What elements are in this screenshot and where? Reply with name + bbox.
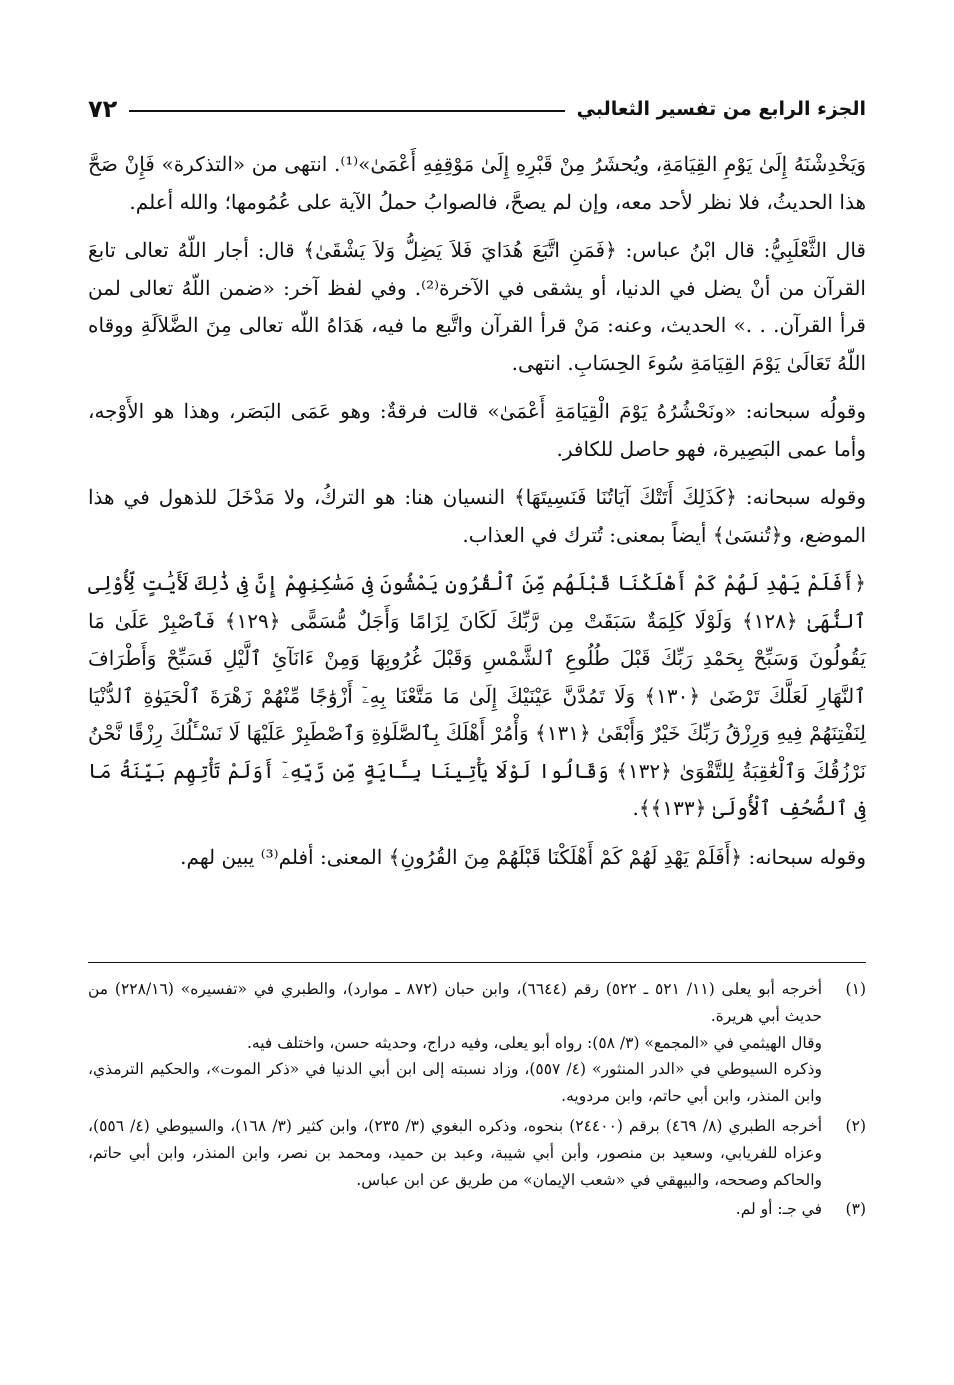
- footnote-line: أخرجه أبو يعلى (١١/ ٥٢١ ـ ٥٢٢) رقم (٦٦٤٤)، وابن حبان (٨٧٢ ـ موارد)، والطبري في «تفسيره» (٢٢٨/١٦) من حديث أبي هريرة.: [88, 980, 823, 1025]
- paragraph-3: وقولُه سبحانه: «ونَحْشُرُهُ يَوْمَ الْقِيَامَةِ أَعْمَىٰ» قالت فرقةٌ: وهو عَمَى البَصَر، وهذا هو الأَوْجه، وأما عمى البَصِيرة، فهو حاصل للكافر.: [88, 399, 866, 461]
- footnote-number: (٢): [845, 1116, 866, 1135]
- header-rule: [129, 110, 564, 112]
- footnote-separator: [88, 962, 866, 963]
- footnote-1: [88, 976, 866, 1110]
- footnote-line: وقال الهيثمي في «المجمع» (٣/ ٥٨): رواه أبو يعلى، وفيه دراج، وحديثه حسن، واختلف فيه.: [246, 1033, 822, 1052]
- footnote-2: [88, 1113, 866, 1193]
- paragraph-4: وقوله سبحانه: ﴿كَذَلِكَ أَتَتْكَ آيَاتُنَا فَنَسِيتَهَا﴾ النسيان هنا: هو التركُ، ولا مَدْخَلَ للذهول في هذا الموضع، و﴿تُنسَىٰ﴾ أيضاً بمعنى: تُترك في العذاب.: [88, 485, 866, 547]
- footnote-text: [88, 1196, 822, 1223]
- footnote-number: (٣): [845, 1200, 866, 1219]
- main-text: [88, 146, 866, 887]
- paragraph-1: وَيَخْدِشْنَهُ إِلَىٰ يَوْمِ القِيَامَةِ، ويُحشَرُ مِنْ قَبْرِهِ إِلَىٰ مَوْقِفِهِ أَعْمَىٰ»⁽¹⁾. انتهى من «التذكرة» فَإِنْ صَحَّ هذا الحديثُ، فلا نظر لأحد معه، وإن لم يصحَّ، فالصوابُ حملُ الآية على عُمُومها؛ والله أعلم.: [88, 152, 866, 214]
- footnote-3: [88, 1196, 866, 1223]
- page-number: ٧٢: [88, 95, 118, 123]
- footnote-text: [88, 976, 822, 1110]
- running-title: الجزء الرابع من تفسير الثعالبي: [576, 98, 866, 120]
- footnote-line: في جـ: أو لم.: [735, 1200, 822, 1219]
- closing-paragraph: وقوله سبحانه: ﴿أَفَلَمْ يَهْدِ لَهُمْ كَمْ أَهْلَكْنَا قَبْلَهُمْ مِنَ القُرُونِ﴾ المعنى: أفلم⁽³⁾ يبين لهم.: [180, 844, 866, 869]
- quran-passage: ﴿أَفَلَمْ يَهْدِ لَهُمْ كَمْ أَهْلَكْنَا قَبْلَهُم مِّنَ ٱلْقُرُونِ يَمْشُونَ فِى مَسَٰكِنِهِمْ إِنَّ فِى ذَٰلِكَ لَأَيَٰتٍ لِّأُوْلِى ٱلنُّهَىٰ ﴿١٢٨﴾ وَلَوْلَا كَلِمَةٌ سَبَقَتْ مِن رَّبِّكَ لَكَانَ لِزَامًا وَأَجَلٌ مُّسَمًّى ﴿١٢٩﴾ فَٱصْبِرْ عَلَىٰ مَا يَقُولُونَ وَسَبِّحْ بِحَمْدِ رَبِّكَ قَبْلَ طُلُوعِ ٱلشَّمْسِ وَقَبْلَ غُرُوبِهَا وَمِنْ ءَانَآئِ ٱلَّيْلِ فَسَبِّحْ وَأَطْرَافَ ٱلنَّهَارِ لَعَلَّكَ تَرْضَىٰ ﴿١٣٠﴾ وَلَا تَمُدَّنَّ عَيْنَيْكَ إِلَىٰ مَا مَتَّعْنَا بِهِۦٓ أَزْوَٰجًا مِّنْهُمْ زَهْرَةَ ٱلْحَيَوٰةِ ٱلدُّنْيَا لِنَفْتِنَهُمْ فِيهِ وَرِزْقُ رَبِّكَ خَيْرٌ وَأَبْقَىٰ ﴿١٣١﴾ وَأْمُرْ أَهْلَكَ بِٱلصَّلَوٰةِ وَٱصْطَبِرْ عَلَيْهَا لَا نَسْـَٔلُكَ رِزْقًا نَّحْنُ نَرْزُقُكَ وَٱلْعَٰقِبَةُ لِلتَّقْوَىٰ ﴿١٣٢﴾ وَقَالُوا لَوْلَا يَأْتِينَا بِـَٔايَةٍ مِّن رَّبِّهِۦٓ أَوَلَمْ تَأْتِهِم بَيِّنَةُ مَا فِى ٱلصُّحُفِ ٱلْأُولَىٰ ﴿١٣٣﴾﴾.: [88, 571, 867, 820]
- paragraph-2: قال الثَّعْلَبِيُّ: قال ابْنُ عباس: ﴿فَمَنِ اتَّبَعَ هُدَايَ فَلاَ يَضِلُّ وَلاَ يَشْقَىٰ﴾ قال: أجار اللّهُ تعالى تابعَ القرآن من أنْ يضل في الدنيا، أو يشقى في الآخرة⁽²⁾. وفي لفظ آخر: «ضمن اللّهُ تعالى لمن قرأ القرآن. . .» الحديث، وعنه: مَنْ قرأ القرآن واتَّبع ما فيه، هَدَاهُ اللّه تعالى مِنَ الضَّلاَلَةِ ووقاه اللّهُ تَعَالَىٰ يَوْمَ القِيَامَةِ سُوءَ الحِسَابِ. انتهى.: [88, 238, 866, 375]
- footnote-line: وذكره السيوطي في «الدر المنثور» (٤/ ٥٥٧)، وزاد نسبته إلى ابن أبي الدنيا في «ذكر الموت»، والحكيم الترمذي، وابن المنذر، وابن أبي حاتم، وابن مردويه.: [88, 1060, 822, 1106]
- footnote-text: [88, 1113, 822, 1193]
- page-header: [88, 92, 866, 126]
- footnote-line: أخرجه الطبري (٨/ ٤٦٩) برقم (٢٤٤٠٠) بنحوه، وذكره البغوي (٣/ ٢٣٥)، وابن كثير (٣/ ١٦٨)، والسيوطي (٤/ ٥٥٦)، وعزاه للفريابي، وسعيد بن منصور، وأبن أبي شيبة، وعبد بن حميد، ومحمد بن نصر، وابن المنذر، وابن أبي حاتم، والحاكم وصححه، والبيهقي في «شعب الإيمان» من طريق عن ابن عباس.: [88, 1116, 823, 1189]
- footnote-number: (١): [845, 980, 866, 998]
- footnotes: [88, 976, 866, 1226]
